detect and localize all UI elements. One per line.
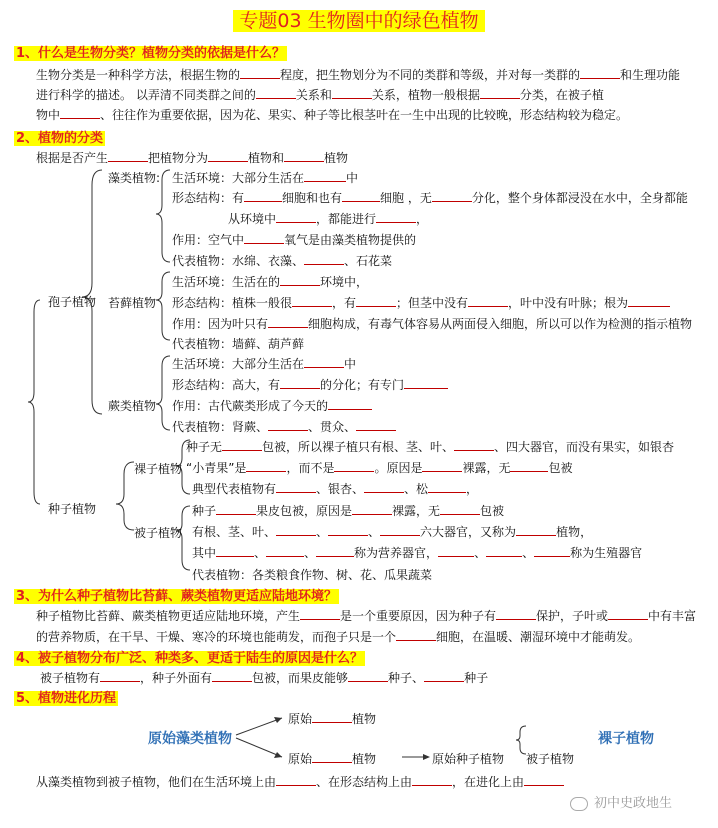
s1-line-2: 进行科学的描述。 以弄清不同类群之间的 关系和 关系，植物一般根据 分类，在被子植	[36, 88, 604, 102]
moss-env: 生活环境：生活在的 环境中，	[172, 275, 369, 289]
spore-brace	[82, 170, 102, 414]
s3-line-1: 种子植物比苔藓、蕨类植物更适应陆地环境，产生 是一个重要原因，因为种子有 保护，子叶或 中有丰富	[36, 609, 697, 623]
algae-rep: 代表植物：水绵、衣藻、 、石花菜	[172, 254, 393, 268]
angio-line-4: 代表植物：各类粮食作物、树、花、瓜果蔬菜	[192, 568, 433, 582]
seed-plants-brace	[28, 300, 40, 504]
moss-form: 形态结构：植株一般很 ，有 ；但茎中没有 ，叶中没有叶脉；根为	[172, 294, 670, 311]
gymno-line-2: “小青果”是 ，而不是 。原因是 裸露，无 包被	[186, 461, 573, 475]
gymno-line-1: 种子无 包被，所以裸子植只有根、茎、叶、 、四大器官，而没有果实，如银杏	[186, 440, 675, 454]
algae-use: 作用：空气中 氧气是由藻类植物提供的	[172, 233, 417, 247]
section-4-heading: 4、被子植物分布广泛、种类多、更适于陆生的原因是什么？	[16, 651, 364, 666]
spore-plants-label: 孢子植物	[48, 295, 97, 309]
evolution-arrow-down	[236, 738, 282, 757]
algae-label: 藻类植物:	[108, 171, 161, 185]
section-2-heading: 2、植物的分类	[16, 131, 104, 146]
moss-rep: 代表植物：墙藓、葫芦藓	[172, 337, 305, 351]
evolution-branch-1: 原始 植物	[288, 712, 377, 726]
section-3-heading: 3、为什么种子植物比苔藓、蕨类植物更适应陆地环境？	[16, 589, 338, 604]
s3-line-2: 的营养物质，在干旱、干燥、寒冷的环境也能萌发，而孢子只是一个 细胞，在温暖、潮湿环境中才能萌发。	[36, 630, 641, 644]
evolution-angio: 被子植物	[526, 752, 575, 766]
arrowhead-down	[274, 752, 282, 758]
fern-brace	[156, 356, 170, 430]
fern-label: 蕨类植物	[108, 399, 157, 413]
evolution-branch-2: 原始 植物	[288, 752, 377, 766]
angio-line-2: 有根、茎、叶、 、 、 六大器官，又称为 植物，	[192, 525, 593, 539]
fern-rep: 代表植物：肾蕨、 、贯众、	[172, 418, 396, 435]
fern-form: 形态结构：高大，有 的分化；有专门	[172, 376, 448, 393]
s1-line-3: 物中 、往往作为重要依据，因为花、果实、种子等比根茎叶在一生中出现的比较晚，形态结构较为稳定。	[36, 108, 629, 122]
evolution-seed-origin: 原始种子植物	[432, 752, 505, 766]
fern-env: 生活环境：大部分生活在 中	[172, 357, 357, 371]
evolution-summary: 从藻类植物到被子植物，他们在生活环境上由 、在形态结构上由 ，在进化上由	[36, 773, 564, 790]
algae-form-1: 形态结构：有 细胞和也有 细胞 ，无 分化，整个身体都浸没在水中，全身都能	[172, 191, 688, 205]
evolution-origin: 原始藻类植物	[148, 731, 232, 747]
algae-form-2: 从环境中 ，都能进行 ，	[228, 212, 429, 226]
fern-use: 作用：古代蕨类形成了今天的	[172, 397, 372, 414]
gymno-label: 裸子植物	[134, 462, 183, 476]
page-title: 专题03 生物圈中的绿色植物	[0, 6, 718, 33]
evolution-gymno: 裸子植物	[598, 731, 654, 747]
evolution-small-brace	[516, 726, 526, 754]
s1-line-1: 生物分类是一种科学方法，根据生物的 程度，把生物划分为不同的类群和等级，并对每一类群的 和生理功能	[36, 68, 681, 82]
wechat-icon	[570, 797, 588, 811]
moss-label: 苔藓植物	[108, 296, 157, 310]
gymno-line-3: 典型代表植物有 、银杏、 、松 ，	[192, 482, 479, 496]
angio-label: 被子植物	[134, 526, 183, 540]
seed-plants-label: 种子植物	[48, 502, 97, 516]
moss-brace	[156, 272, 170, 340]
s4-line-1: 被子植物有 ，种子外面有 包被，而果皮能够 种子、 种子	[40, 671, 489, 685]
algae-env: 生活环境：大部分生活在 中	[172, 171, 359, 185]
moss-use: 作用：因为叶只有 细胞构成，有毒气体容易从两面侵入细胞，所以可以作为检测的指示植物	[172, 317, 693, 331]
watermark: 初中史政地生	[570, 792, 672, 811]
evolution-arrow-up	[236, 718, 282, 735]
seed-sub-brace	[116, 462, 134, 530]
section-1-heading: 1、什么是生物分类？植物分类的依据是什么？	[16, 46, 286, 61]
angio-line-3: 其中 、 、 称为营养器官， 、 、 称为生殖器官	[192, 546, 643, 560]
angio-line-1: 种子 果皮包被，原因是 裸露，无 包被	[192, 504, 505, 518]
arrowhead-right	[423, 754, 430, 760]
section-5-heading: 5、植物进化历程	[16, 691, 117, 706]
s2-intro: 根据是否产生 把植物分为 植物和 植物	[36, 151, 349, 165]
